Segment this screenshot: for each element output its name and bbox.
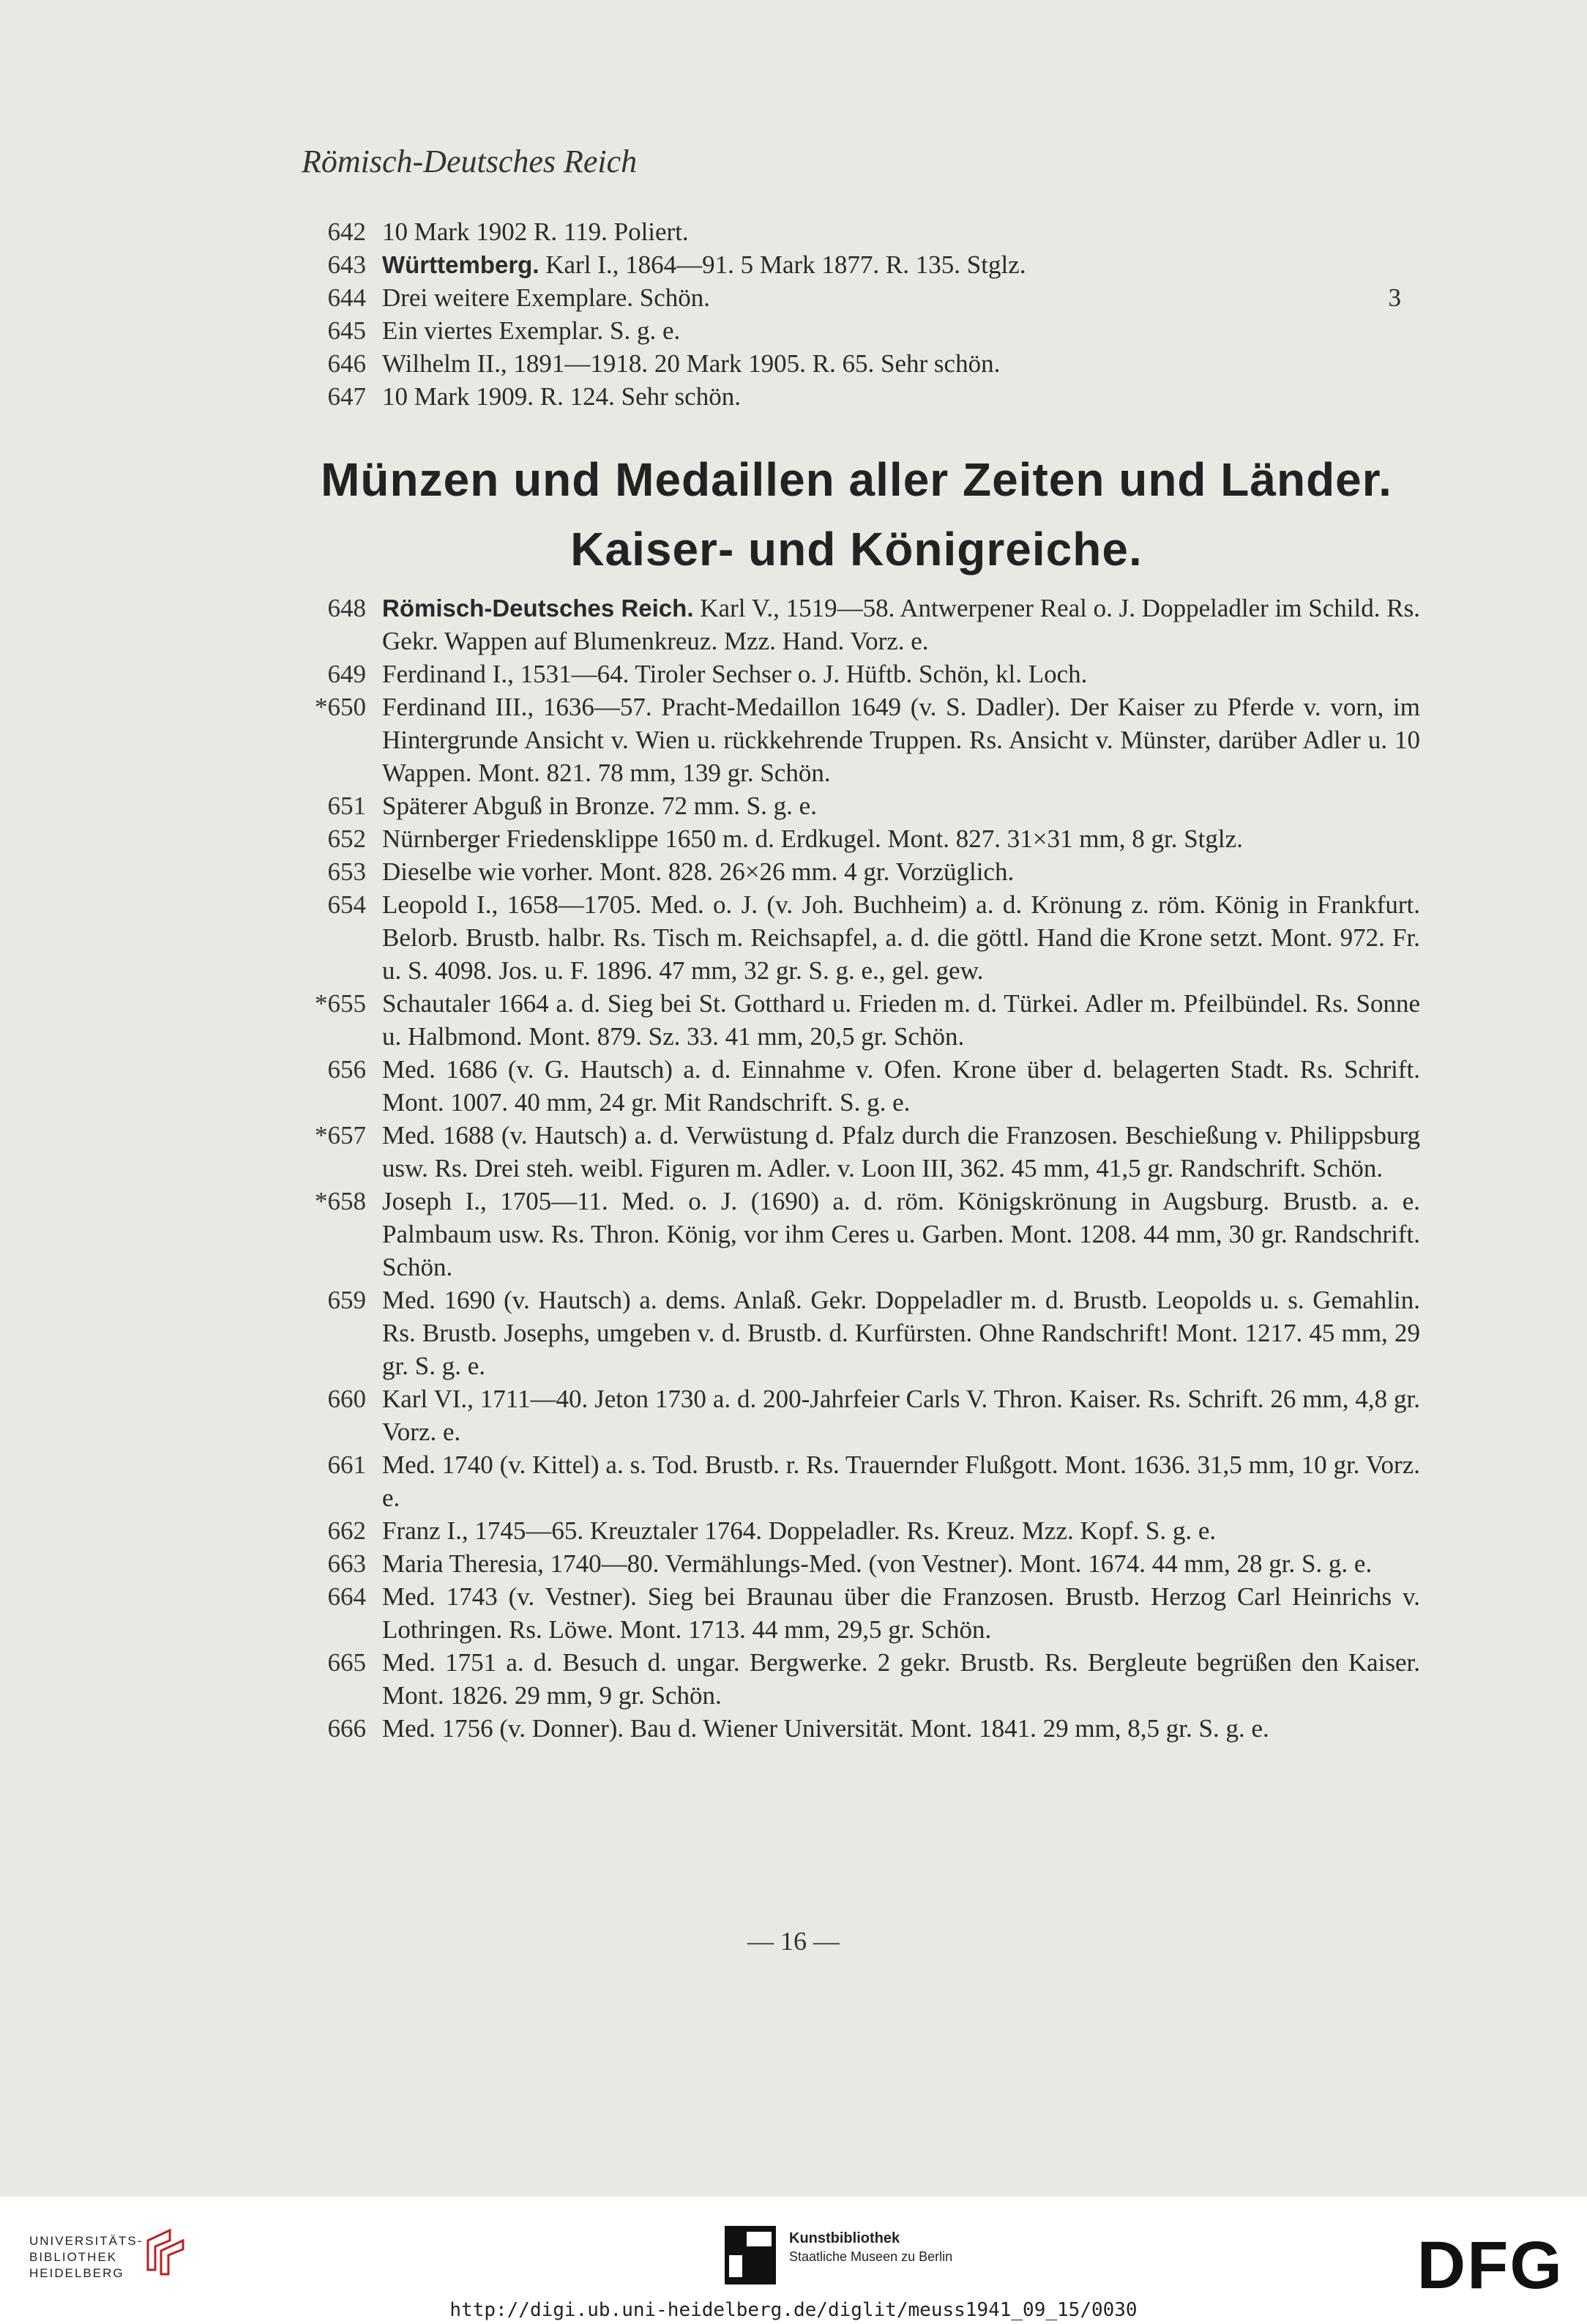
lot-text: Schautaler 1664 a. d. Sieg bei St. Gotthard u. Frieden m. d. Türkei. Adler m. Pfeilbündel. Rs. Sonne u. Halbmond. Mont. 879. Sz. 33. 41 mm, 20,5 gr. Schön. xyxy=(382,989,1420,1051)
catalog-entry xyxy=(293,1514,1420,1547)
lot-number: 656 xyxy=(327,1055,366,1084)
lot-description xyxy=(382,1646,1420,1712)
lot-number: 654 xyxy=(327,890,366,919)
catalog-entry xyxy=(293,789,1420,822)
catalog-entry xyxy=(293,1185,1420,1284)
section-subheading: Kaiser- und Königreiche. xyxy=(570,523,1143,576)
lot-number: 647 xyxy=(327,382,366,411)
lot-number: 648 xyxy=(327,594,366,622)
lot-number: 659 xyxy=(327,1286,366,1314)
catalog-entry xyxy=(293,1580,1420,1646)
lot-text: Nürnberger Friedensklippe 1650 m. d. Erdkugel. Mont. 827. 31×31 mm, 8 gr. Stglz. xyxy=(382,824,1243,853)
lot-description xyxy=(382,592,1420,658)
catalog-entry xyxy=(293,855,1420,888)
lot-description xyxy=(382,1712,1420,1745)
lot-text: 10 Mark 1902 R. 119. Poliert. xyxy=(382,217,689,246)
catalog-entry xyxy=(293,1646,1420,1712)
lot-description xyxy=(382,1382,1420,1448)
lot-description xyxy=(382,822,1420,855)
catalog-entry xyxy=(293,592,1420,658)
lot-description xyxy=(382,855,1420,888)
ub-logo-line: UNIVERSITÄTS- xyxy=(29,2234,143,2248)
lot-description xyxy=(382,215,1420,248)
catalog-entry xyxy=(293,822,1420,855)
catalog-entry xyxy=(293,215,1420,248)
lot-number: *658 xyxy=(315,1187,366,1215)
kb-title: Kunstbibliothek xyxy=(789,2230,900,2246)
catalog-entry xyxy=(293,314,1420,347)
lot-text: Drei weitere Exemplare. Schön. xyxy=(382,283,711,312)
catalog-entry xyxy=(293,347,1420,380)
running-head: Römisch-Deutsches Reich xyxy=(302,144,638,179)
lot-text: Med. 1686 (v. G. Hautsch) a. d. Einnahme v. Ofen. Krone über d. belagerten Stadt. Rs. Schrift. Mont. 1007. 40 mm, 24 gr. Mit Randschrift. S. g. e. xyxy=(382,1055,1420,1117)
catalog-entry xyxy=(293,1119,1420,1185)
ub-heidelberg-logo[interactable] xyxy=(29,2233,143,2282)
lot-description xyxy=(382,1119,1420,1185)
margin-note: 3 xyxy=(1388,283,1401,312)
catalog-entry xyxy=(293,1448,1420,1514)
lot-number: 663 xyxy=(327,1549,366,1578)
lot-description xyxy=(382,248,1420,281)
lot-description xyxy=(382,1448,1420,1514)
lot-number: 662 xyxy=(327,1516,366,1545)
catalog-entry xyxy=(293,380,1420,413)
lot-description xyxy=(382,380,1420,413)
lot-description xyxy=(382,1514,1420,1547)
lot-text: Späterer Abguß in Bronze. 72 mm. S. g. e. xyxy=(382,792,817,820)
lot-number: 664 xyxy=(327,1582,366,1611)
lot-number: 661 xyxy=(327,1450,366,1479)
lot-text: Karl I., 1864—91. 5 Mark 1877. R. 135. Stglz. xyxy=(539,250,1026,279)
lot-description xyxy=(382,281,1420,314)
catalog-entry xyxy=(293,1547,1420,1580)
lot-description xyxy=(382,658,1420,690)
lot-number: *655 xyxy=(315,989,366,1018)
lot-text: Dieselbe wie vorher. Mont. 828. 26×26 mm. 4 gr. Vorzüglich. xyxy=(382,857,1015,886)
lot-number: 653 xyxy=(327,857,366,886)
entry-list-top xyxy=(293,215,1420,413)
lot-number: 651 xyxy=(327,792,366,820)
lot-number: 642 xyxy=(327,217,366,246)
lot-text: Franz I., 1745—65. Kreuztaler 1764. Doppeladler. Rs. Kreuz. Mzz. Kopf. S. g. e. xyxy=(382,1516,1217,1545)
lot-text: Med. 1740 (v. Kittel) a. s. Tod. Brustb. r. Rs. Trauernder Flußgott. Mont. 1636. 31,5 mm, 10 gr. Vorz. e. xyxy=(382,1450,1420,1512)
catalog-entry xyxy=(293,658,1420,690)
lot-description xyxy=(382,888,1420,987)
lot-number: 644 xyxy=(327,283,366,312)
lot-number: *657 xyxy=(315,1121,366,1150)
catalog-entry xyxy=(293,1712,1420,1745)
lot-number: 665 xyxy=(327,1648,366,1677)
catalog-entry xyxy=(293,690,1420,789)
kunstbibliothek-logo-icon xyxy=(725,2226,776,2284)
lot-description xyxy=(382,314,1420,347)
catalog-entry xyxy=(293,1053,1420,1119)
lot-text: Maria Theresia, 1740—80. Vermählungs-Med. (von Vestner). Mont. 1674. 44 mm, 28 gr. S. g. e. xyxy=(382,1549,1373,1578)
ub-emblem-icon xyxy=(141,2226,193,2279)
lot-text: Wilhelm II., 1891—1918. 20 Mark 1905. R. 65. Sehr schön. xyxy=(382,349,1001,378)
lot-heading: Römisch-Deutsches Reich. xyxy=(382,595,694,622)
entry-list-main xyxy=(293,592,1420,1745)
section-heading: Münzen und Medaillen aller Zeiten und Länder. xyxy=(321,453,1392,506)
ub-logo-line: BIBLIOTHEK xyxy=(29,2250,118,2264)
lot-number: 645 xyxy=(327,316,366,345)
lot-text: Leopold I., 1658—1705. Med. o. J. (v. Joh. Buchheim) a. d. Krönung z. röm. König in Frankfurt. Belorb. Brustb. halbr. Rs. Tisch m. Reichsapfel, a. d. die göttl. Hand die Krone setzt. Mont. 972. Fr. u. S. 4098. Jos. u. F. 1896. 47 mm, 32 gr. S. g. e., gel. gew. xyxy=(382,890,1420,985)
lot-text: Med. 1751 a. d. Besuch d. ungar. Bergwerke. 2 gekr. Brustb. Rs. Bergleute begrüßen den Kaiser. Mont. 1826. 29 mm, 9 gr. Schön. xyxy=(382,1648,1420,1710)
lot-text: Med. 1688 (v. Hautsch) a. d. Verwüstung d. Pfalz durch die Franzosen. Beschießung v. Philippsburg usw. Rs. Drei steh. weibl. Figuren m. Adler. v. Loon III, 362. 45 mm, 41,5 gr. Randschrift. Schön. xyxy=(382,1121,1420,1183)
ub-logo-line: HEIDELBERG xyxy=(29,2266,124,2280)
lot-description xyxy=(382,789,1420,822)
lot-text: Ferdinand III., 1636—57. Pracht-Medaillon 1649 (v. S. Dadler). Der Kaiser zu Pferde v. vorn, im Hintergrunde Ansicht v. Wien u. rückkehrende Truppen. Rs. Ansicht v. Münster, darüber Adler u. 10 Wappen. Mont. 821. 78 mm, 139 gr. Schön. xyxy=(382,693,1420,787)
lot-text: Ein viertes Exemplar. S. g. e. xyxy=(382,316,681,345)
page-number: — 16 — xyxy=(747,1926,840,1956)
lot-number: 660 xyxy=(327,1385,366,1413)
lot-text: Ferdinand I., 1531—64. Tiroler Sechser o. J. Hüftb. Schön, kl. Loch. xyxy=(382,660,1088,688)
kb-subtitle: Staatliche Museen zu Berlin xyxy=(789,2249,953,2264)
lot-description xyxy=(382,347,1420,380)
catalog-entry xyxy=(293,888,1420,987)
lot-description xyxy=(382,1580,1420,1646)
catalog-entry xyxy=(293,248,1420,281)
permalink-url[interactable]: http://digi.ub.uni-heidelberg.de/diglit/meuss1941_09_15/0030 xyxy=(449,2299,1138,2321)
lot-text: Med. 1690 (v. Hautsch) a. dems. Anlaß. Gekr. Doppeladler m. d. Brustb. Leopolds u. s. Gemahlin. Rs. Brustb. Josephs, umgeben v. d. Brustb. d. Kurfürsten. Ohne Randschrift! Mont. 1217. 45 mm, 29 gr. S. g. e. xyxy=(382,1286,1420,1380)
lot-text: Med. 1743 (v. Vestner). Sieg bei Braunau über die Franzosen. Brustb. Herzog Carl Heinrichs v. Lothringen. Rs. Löwe. Mont. 1713. 44 mm, 29,5 gr. Schön. xyxy=(382,1582,1420,1644)
lot-text: Med. 1756 (v. Donner). Bau d. Wiener Universität. Mont. 1841. 29 mm, 8,5 gr. S. g. e. xyxy=(382,1714,1269,1743)
lot-description xyxy=(382,1284,1420,1382)
catalog-entry xyxy=(293,1284,1420,1382)
lot-number: 646 xyxy=(327,349,366,378)
lot-description xyxy=(382,1185,1420,1284)
lot-number: 652 xyxy=(327,824,366,853)
dfg-logo[interactable]: DFG xyxy=(1416,2228,1564,2303)
lot-description xyxy=(382,690,1420,789)
catalog-entry xyxy=(293,1382,1420,1448)
lot-number: *650 xyxy=(315,693,366,721)
lot-text: Karl VI., 1711—40. Jeton 1730 a. d. 200-Jahrfeier Carls V. Thron. Kaiser. Rs. Schrift. 26 mm, 4,8 gr. Vorz. e. xyxy=(382,1385,1420,1446)
lot-number: 666 xyxy=(327,1714,366,1743)
viewer-footer xyxy=(0,2197,1587,2324)
lot-description xyxy=(382,1053,1420,1119)
catalog-entry xyxy=(293,281,1420,314)
lot-number: 643 xyxy=(327,250,366,279)
lot-text: 10 Mark 1909. R. 124. Sehr schön. xyxy=(382,382,741,411)
lot-number: 649 xyxy=(327,660,366,688)
lot-text: Joseph I., 1705—11. Med. o. J. (1690) a. d. röm. Königskrönung in Augsburg. Brustb. a. e. Palmbaum usw. Rs. Thron. König, vor ihm Ceres u. Garben. Mont. 1208. 44 mm, 30 gr. Randschrift. Schön. xyxy=(382,1187,1420,1281)
lot-text: Karl V., 1519—58. Antwerpener Real o. J. Doppeladler im Schild. Rs. Gekr. Wappen auf Blumenkreuz. Mzz. Hand. Vorz. e. xyxy=(382,594,1420,655)
lot-description xyxy=(382,1547,1420,1580)
kunstbibliothek-label[interactable] xyxy=(789,2229,952,2265)
catalog-entry xyxy=(293,987,1420,1053)
lot-description xyxy=(382,987,1420,1053)
lot-heading: Württemberg. xyxy=(382,251,539,278)
